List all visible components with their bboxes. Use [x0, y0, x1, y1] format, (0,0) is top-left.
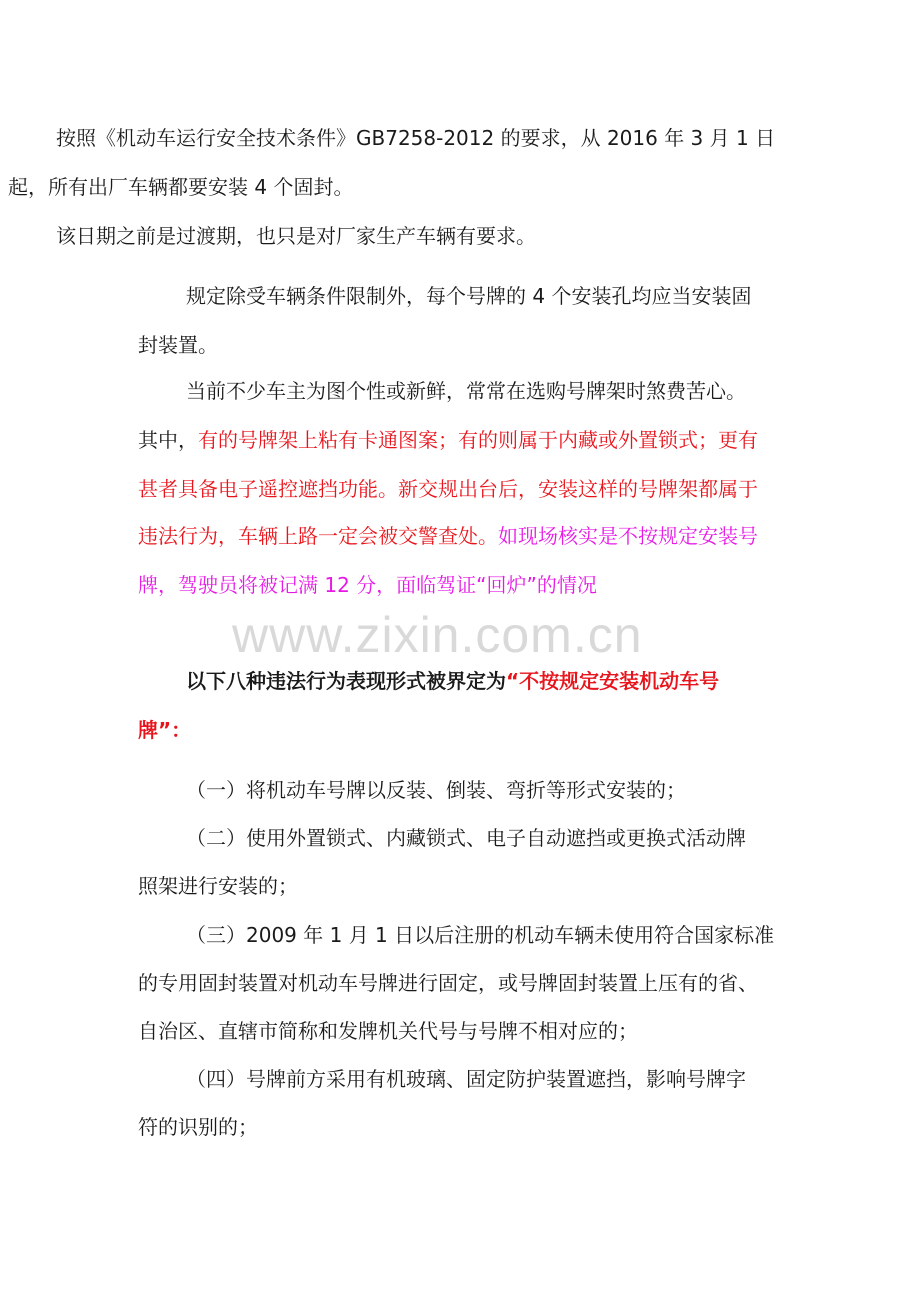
- list-item-1: （一）将机动车号牌以反装、倒装、弯折等形式安装的；: [186, 778, 686, 802]
- transition-paragraph: 该日期之前是过渡期，也只是对厂家生产车辆有要求。: [56, 224, 536, 248]
- current-line-4-red: 违法行为，车辆上路一定会被交警查处。: [138, 524, 498, 548]
- current-paragraph-line-1: 当前不少车主为图个性或新鲜，常常在选购号牌架时煞费苦心。: [186, 379, 746, 403]
- rule-paragraph-line-2: 封装置。: [138, 333, 218, 357]
- watermark: www.zixin.com.cn: [232, 607, 643, 663]
- current-line-2-prefix: 其中，: [138, 428, 198, 452]
- current-paragraph-line-5: 牌，驾驶员将被记满 12 分，面临驾证“回炉”的情况: [138, 573, 597, 597]
- list-item-3-line-2: 的专用固封装置对机动车号牌进行固定，或号牌固封装置上压有的省、: [138, 971, 758, 995]
- current-paragraph-line-3: 甚者具备电子遥控遮挡功能。新交规出台后，安装这样的号牌架都属于: [138, 477, 758, 501]
- list-item-4-line-2: 符的识别的；: [138, 1115, 258, 1139]
- heading-line-1: [186, 671, 719, 691]
- list-item-2-line-2: 照架进行安装的；: [138, 874, 298, 898]
- intro-paragraph-line-1: 按照《机动车运行安全技术条件》GB7258-2012 的要求，从 2016 年 3 月 1 日: [56, 126, 776, 150]
- current-paragraph-line-2: [138, 430, 758, 450]
- rule-paragraph-line-1: 规定除受车辆条件限制外，每个号牌的 4 个安装孔均应当安装固: [186, 284, 752, 308]
- intro-paragraph-line-2: 起，所有出厂车辆都要安装 4 个固封。: [8, 175, 354, 199]
- current-line-2-highlight: 有的号牌架上粘有卡通图案；有的则属于内藏或外置锁式；更有: [198, 428, 758, 452]
- heading-line-2: 牌”：: [138, 718, 192, 742]
- list-item-3-line-1: （三）2009 年 1 月 1 日以后注册的机动车辆未使用符合国家标准: [186, 923, 775, 947]
- heading-text: 以下八种违法行为表现形式被界定为: [186, 669, 506, 693]
- heading-highlight: “不按规定安装机动车号: [506, 669, 720, 693]
- current-line-4-magenta: 如现场核实是不按规定安装号: [498, 524, 758, 548]
- list-item-2-line-1: （二）使用外置锁式、内藏锁式、电子自动遮挡或更换式活动牌: [186, 826, 746, 850]
- list-item-4-line-1: （四）号牌前方采用有机玻璃、固定防护装置遮挡，影响号牌字: [186, 1067, 746, 1091]
- list-item-3-line-3: 自治区、直辖市简称和发牌机关代号与号牌不相对应的；: [138, 1019, 638, 1043]
- current-paragraph-line-4: [138, 526, 758, 546]
